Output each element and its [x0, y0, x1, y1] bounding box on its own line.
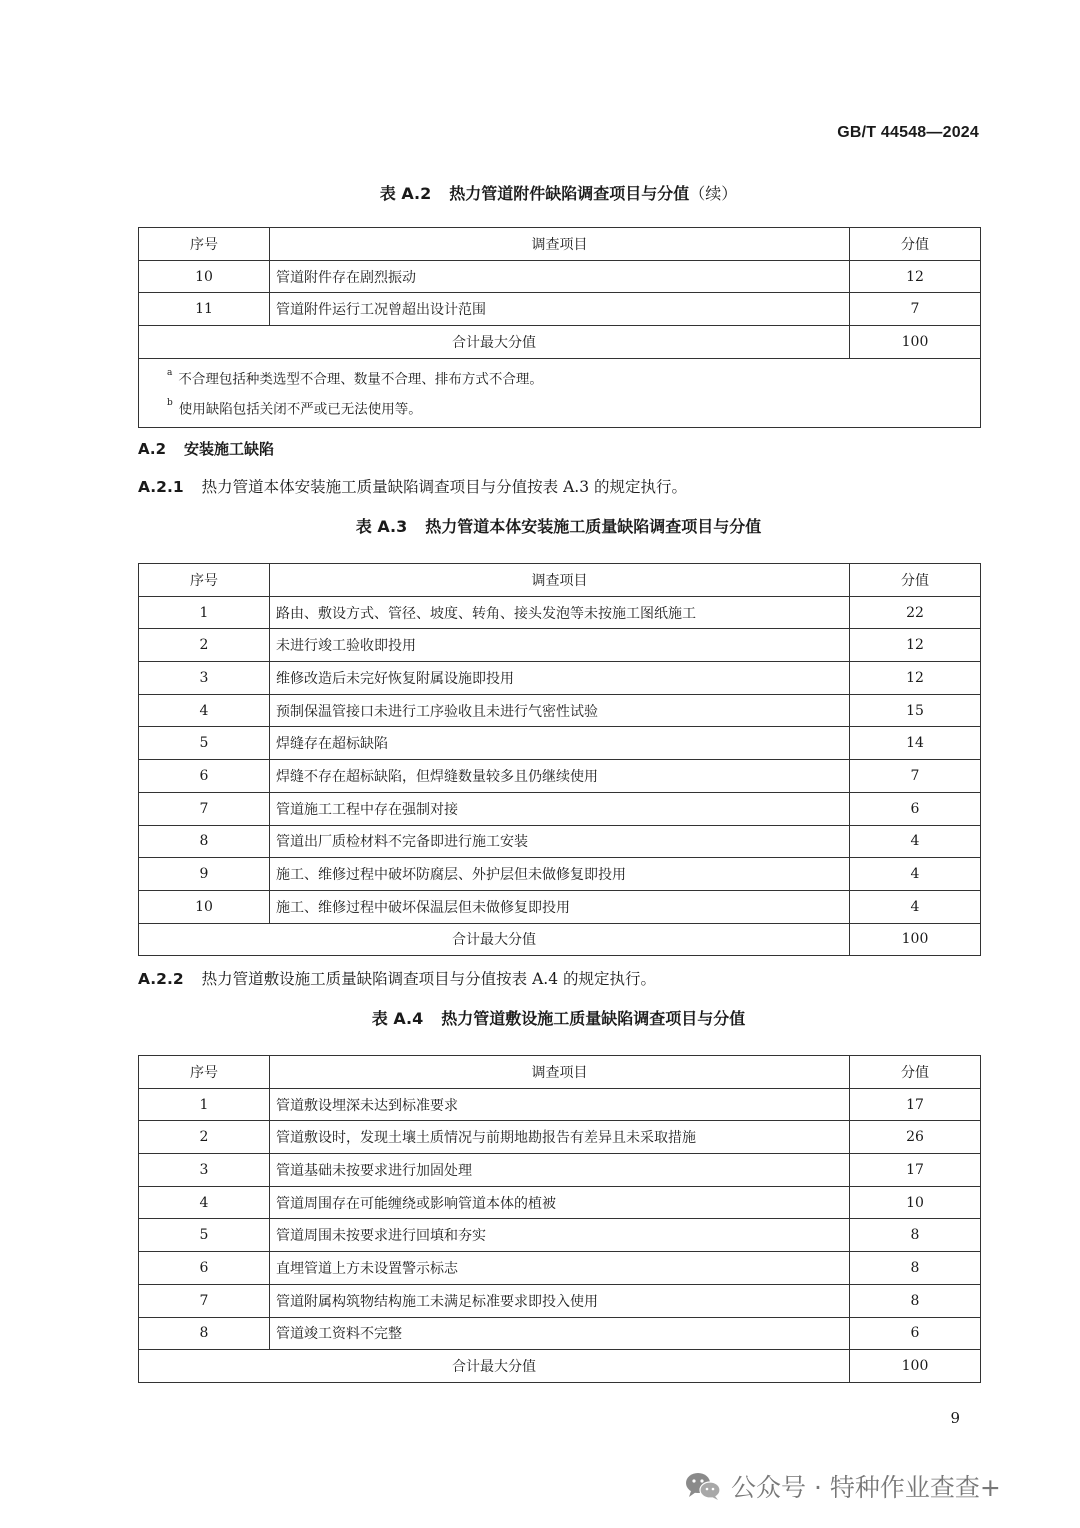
table-a4: [138, 1055, 981, 1383]
caption-continued: （续）: [689, 184, 738, 203]
header-item: 调查项目: [270, 228, 850, 261]
table-row: [139, 694, 981, 727]
table-row: [139, 825, 981, 858]
header-score: 分值: [850, 1056, 981, 1089]
cell-score: 17: [850, 1154, 981, 1187]
table-a2: [138, 227, 981, 428]
total-row: [139, 923, 981, 956]
cell-score: 6: [850, 792, 981, 825]
cell-no: 4: [139, 694, 270, 727]
table-row: [139, 792, 981, 825]
cell-no: 2: [139, 1121, 270, 1154]
cell-item: 管道基础未按要求进行加固处理: [270, 1154, 850, 1187]
table-a3-caption: [138, 516, 979, 538]
cell-score: 12: [850, 629, 981, 662]
paragraph-number: A.2.1: [138, 478, 184, 496]
wechat-icon: [683, 1471, 723, 1501]
cell-no: 1: [139, 596, 270, 629]
cell-item: 管道附件存在剧烈振动: [270, 260, 850, 293]
table-row: [139, 1219, 981, 1252]
table-row: [139, 662, 981, 695]
cell-no: 3: [139, 1154, 270, 1187]
table-row: [139, 1284, 981, 1317]
cell-item: 管道敷设埋深未达到标准要求: [270, 1088, 850, 1121]
table-row: [139, 727, 981, 760]
cell-score: 15: [850, 694, 981, 727]
cell-no: 8: [139, 1317, 270, 1350]
cell-score: 14: [850, 727, 981, 760]
table-row: [139, 1186, 981, 1219]
page-number: 9: [950, 1409, 960, 1427]
cell-score: 17: [850, 1088, 981, 1121]
table-row: [139, 1317, 981, 1350]
note-mark: b: [167, 398, 173, 409]
note-b: [167, 393, 980, 424]
cell-item: 管道周围未按要求进行回填和夯实: [270, 1219, 850, 1252]
cell-item: 焊缝存在超标缺陷: [270, 727, 850, 760]
cell-item: 管道附属构筑物结构施工未满足标准要求即投入使用: [270, 1284, 850, 1317]
cell-no: 5: [139, 1219, 270, 1252]
table-header-row: [139, 564, 981, 597]
cell-score: 6: [850, 1317, 981, 1350]
cell-score: 8: [850, 1219, 981, 1252]
caption-number: 表 A.2: [379, 184, 432, 203]
cell-item: 管道竣工资料不完整: [270, 1317, 850, 1350]
table-row: [139, 858, 981, 891]
table-row: [139, 1252, 981, 1285]
cell-item: 未进行竣工验收即投用: [270, 629, 850, 662]
cell-no: 8: [139, 825, 270, 858]
table-row: [139, 260, 981, 293]
cell-score: 26: [850, 1121, 981, 1154]
cell-no: 7: [139, 792, 270, 825]
watermark: [683, 1466, 1001, 1506]
table-row: [139, 760, 981, 793]
header-item: 调查项目: [270, 1056, 850, 1089]
cell-score: 4: [850, 858, 981, 891]
cell-item: 焊缝不存在超标缺陷，但焊缝数量较多且仍继续使用: [270, 760, 850, 793]
total-value: 100: [850, 923, 981, 956]
cell-score: 7: [850, 293, 981, 326]
cell-score: 22: [850, 596, 981, 629]
table-row: [139, 596, 981, 629]
caption-number: 表 A.3: [355, 517, 408, 536]
cell-no: 9: [139, 858, 270, 891]
table-notes: [139, 358, 981, 427]
cell-item: 施工、维修过程中破坏保温层但未做修复即投用: [270, 890, 850, 923]
cell-item: 维修改造后未完好恢复附属设施即投用: [270, 662, 850, 695]
cell-score: 12: [850, 662, 981, 695]
caption-number: 表 A.4: [371, 1009, 424, 1028]
cell-no: 1: [139, 1088, 270, 1121]
total-value: 100: [850, 1350, 981, 1383]
header-score: 分值: [850, 228, 981, 261]
header-score: 分值: [850, 564, 981, 597]
table-header-row: [139, 228, 981, 261]
header-no: 序号: [139, 1056, 270, 1089]
cell-item: 施工、维修过程中破坏防腐层、外护层但未做修复即投用: [270, 858, 850, 891]
section-number: A.2: [138, 440, 167, 458]
total-row: [139, 1350, 981, 1383]
paragraph-a22: [138, 967, 656, 991]
header-no: 序号: [139, 228, 270, 261]
cell-no: 5: [139, 727, 270, 760]
cell-no: 3: [139, 662, 270, 695]
notes-row: [139, 358, 981, 427]
cell-no: 6: [139, 1252, 270, 1285]
cell-no: 10: [139, 890, 270, 923]
header-item: 调查项目: [270, 564, 850, 597]
total-label: 合计最大分值: [139, 923, 850, 956]
cell-score: 8: [850, 1284, 981, 1317]
note-a: [167, 363, 980, 394]
cell-no: 10: [139, 260, 270, 293]
cell-score: 12: [850, 260, 981, 293]
cell-score: 10: [850, 1186, 981, 1219]
cell-score: 4: [850, 890, 981, 923]
total-value: 100: [850, 326, 981, 359]
note-text: 不合理包括种类选型不合理、数量不合理、排布方式不合理。: [178, 371, 543, 388]
cell-no: 11: [139, 293, 270, 326]
note-text: 使用缺陷包括关闭不严或已无法使用等。: [178, 401, 422, 418]
cell-no: 2: [139, 629, 270, 662]
cell-item: 管道出厂质检材料不完备即进行施工安装: [270, 825, 850, 858]
table-row: [139, 1121, 981, 1154]
header-no: 序号: [139, 564, 270, 597]
cell-score: 8: [850, 1252, 981, 1285]
cell-item: 管道周围存在可能缠绕或影响管道本体的植被: [270, 1186, 850, 1219]
paragraph-text: 热力管道敷设施工质量缺陷调查项目与分值按表 A.4 的规定执行。: [201, 970, 656, 988]
table-a4-caption: [138, 1008, 979, 1030]
section-heading: [138, 437, 274, 461]
cell-item: 路由、敷设方式、管径、坡度、转角、接头发泡等未按施工图纸施工: [270, 596, 850, 629]
table-row: [139, 293, 981, 326]
table-a2-caption: [138, 183, 979, 205]
total-row: [139, 326, 981, 359]
cell-item: 预制保温管接口未进行工序验收且未进行气密性试验: [270, 694, 850, 727]
table-a3: [138, 563, 981, 956]
caption-title: 热力管道敷设施工质量缺陷调查项目与分值: [441, 1009, 746, 1028]
caption-title: 热力管道附件缺陷调查项目与分值: [449, 184, 690, 203]
cell-item: 直埋管道上方未设置警示标志: [270, 1252, 850, 1285]
table-row: [139, 890, 981, 923]
section-title: 安装施工缺陷: [184, 440, 275, 458]
cell-no: 7: [139, 1284, 270, 1317]
cell-item: 管道施工工程中存在强制对接: [270, 792, 850, 825]
table-header-row: [139, 1056, 981, 1089]
total-label: 合计最大分值: [139, 1350, 850, 1383]
cell-item: 管道敷设时，发现土壤土质情况与前期地勘报告有差异且未采取措施: [270, 1121, 850, 1154]
watermark-text: 公众号 · 特种作业查查+: [731, 1473, 1001, 1502]
cell-item: 管道附件运行工况曾超出设计范围: [270, 293, 850, 326]
table-row: [139, 1154, 981, 1187]
total-label: 合计最大分值: [139, 326, 850, 359]
cell-no: 6: [139, 760, 270, 793]
note-mark: a: [167, 367, 173, 378]
table-row: [139, 629, 981, 662]
table-row: [139, 1088, 981, 1121]
cell-no: 4: [139, 1186, 270, 1219]
cell-score: 7: [850, 760, 981, 793]
standard-code: GB/T 44548—2024: [837, 124, 979, 141]
paragraph-text: 热力管道本体安装施工质量缺陷调查项目与分值按表 A.3 的规定执行。: [201, 478, 687, 496]
paragraph-number: A.2.2: [138, 970, 184, 988]
paragraph-a21: [138, 475, 687, 499]
caption-title: 热力管道本体安装施工质量缺陷调查项目与分值: [425, 517, 762, 536]
cell-score: 4: [850, 825, 981, 858]
